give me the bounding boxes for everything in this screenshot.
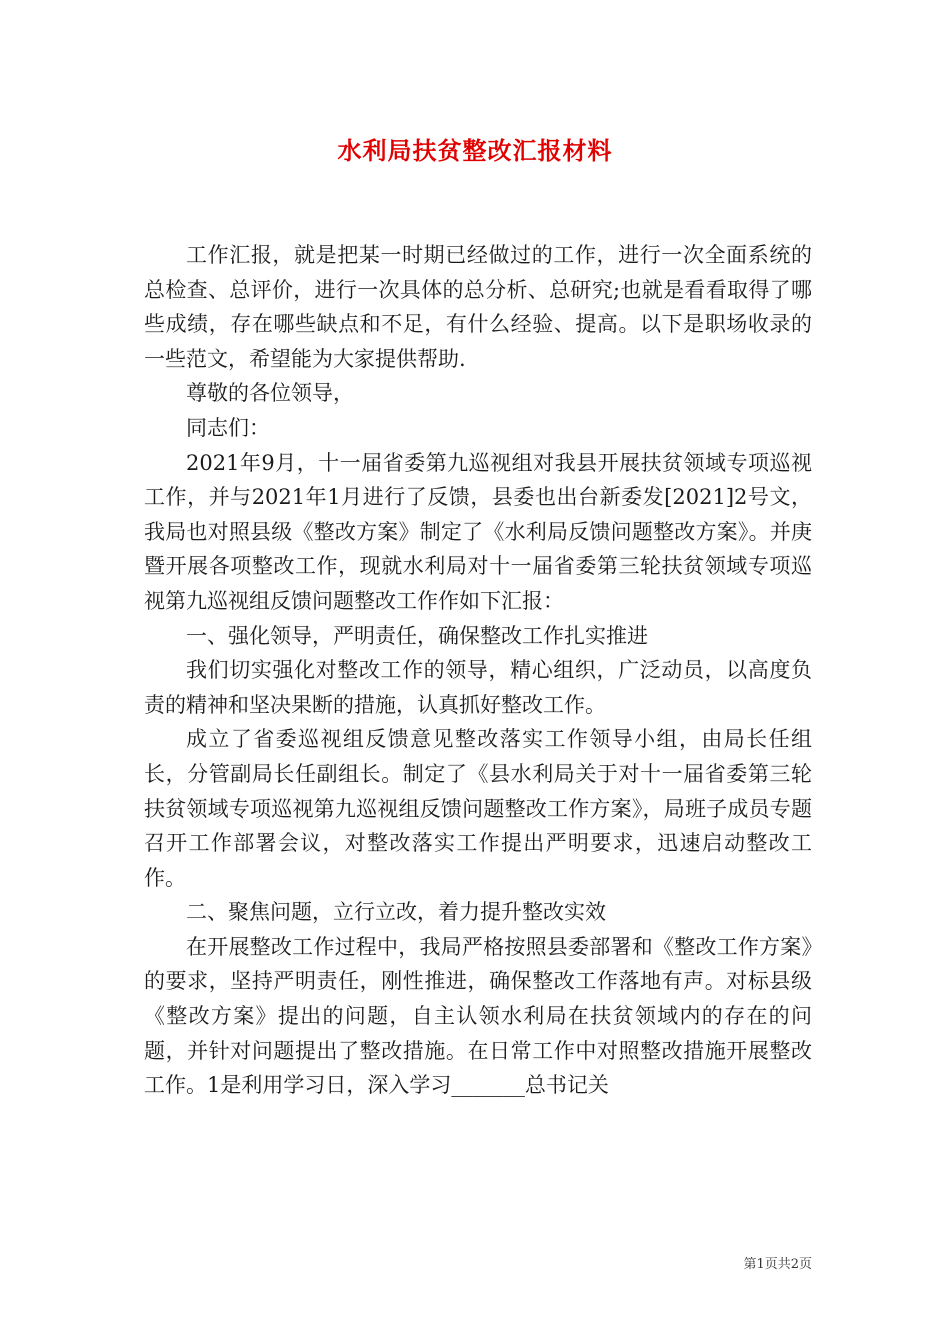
document-title: 水利局扶贫整改汇报材料 (337, 136, 613, 165)
section-heading-1: 一、强化领导，严明责任，确保整改工作扎实推进 (186, 623, 648, 648)
section-2-paragraph-1: 在开展整改工作过程中，我局严格按照县委部署和《整改工作方案》的要求，坚持严明责任，刚性推进，确保整改工作落地有声。对标县级《整改方案》提出的问题，自主认领水利局在扶贫领域内的存在的问题，并针对问题提出了整改措施。在日常工作中对照整改措施开展整改工作。1是利用学习日，深入学习_______总书记关 (144, 934, 812, 1098)
section-1-paragraph-1: 我们切实强化对整改工作的领导，精心组织，广泛动员，以高度负责的精神和坚决果断的措施，认真抓好整改工作。 (144, 658, 812, 717)
document-body (144, 238, 812, 1103)
salutation-comrades: 同志们： (186, 415, 270, 440)
section-1-paragraph-2: 成立了省委巡视组反馈意见整改落实工作领导小组，由局长任组长，分管副局长任副组长。制定了《县水利局关于对十一届省委第三轮扶贫领域专项巡视第九巡视组反馈问题整改工作方案》，局班子成员专题召开工作部署会议，对整改落实工作提出严明要求，迅速启动整改工作。 (144, 727, 812, 890)
intro-paragraph: 工作汇报，就是把某一时期已经做过的工作，进行一次全面系统的总检查、总评价，进行一次具体的总分析、总研究;也就是看看取得了哪些成绩，存在哪些缺点和不足，有什么经验、提高。以下是职场收录的一些范文，希望能为大家提供帮助. (144, 243, 812, 371)
section-heading-2: 二、聚焦问题，立行立改，着力提升整改实效 (186, 900, 606, 925)
page-number: 第1页共2页 (743, 1257, 812, 1272)
salutation-leaders: 尊敬的各位领导， (186, 381, 354, 406)
background-paragraph: 2021年9月，十一届省委第九巡视组对我县开展扶贫领域专项巡视工作，并与2021年1月进行了反馈，县委也出台新委发[2021]2号文，我局也对照县级《整改方案》制定了《水利局反馈问题整改方案》。并庚暨开展各项整改工作，现就水利局对十一届省委第三轮扶贫领域专项巡视第九巡视组反馈问题整改工作作如下汇报： (144, 450, 812, 613)
